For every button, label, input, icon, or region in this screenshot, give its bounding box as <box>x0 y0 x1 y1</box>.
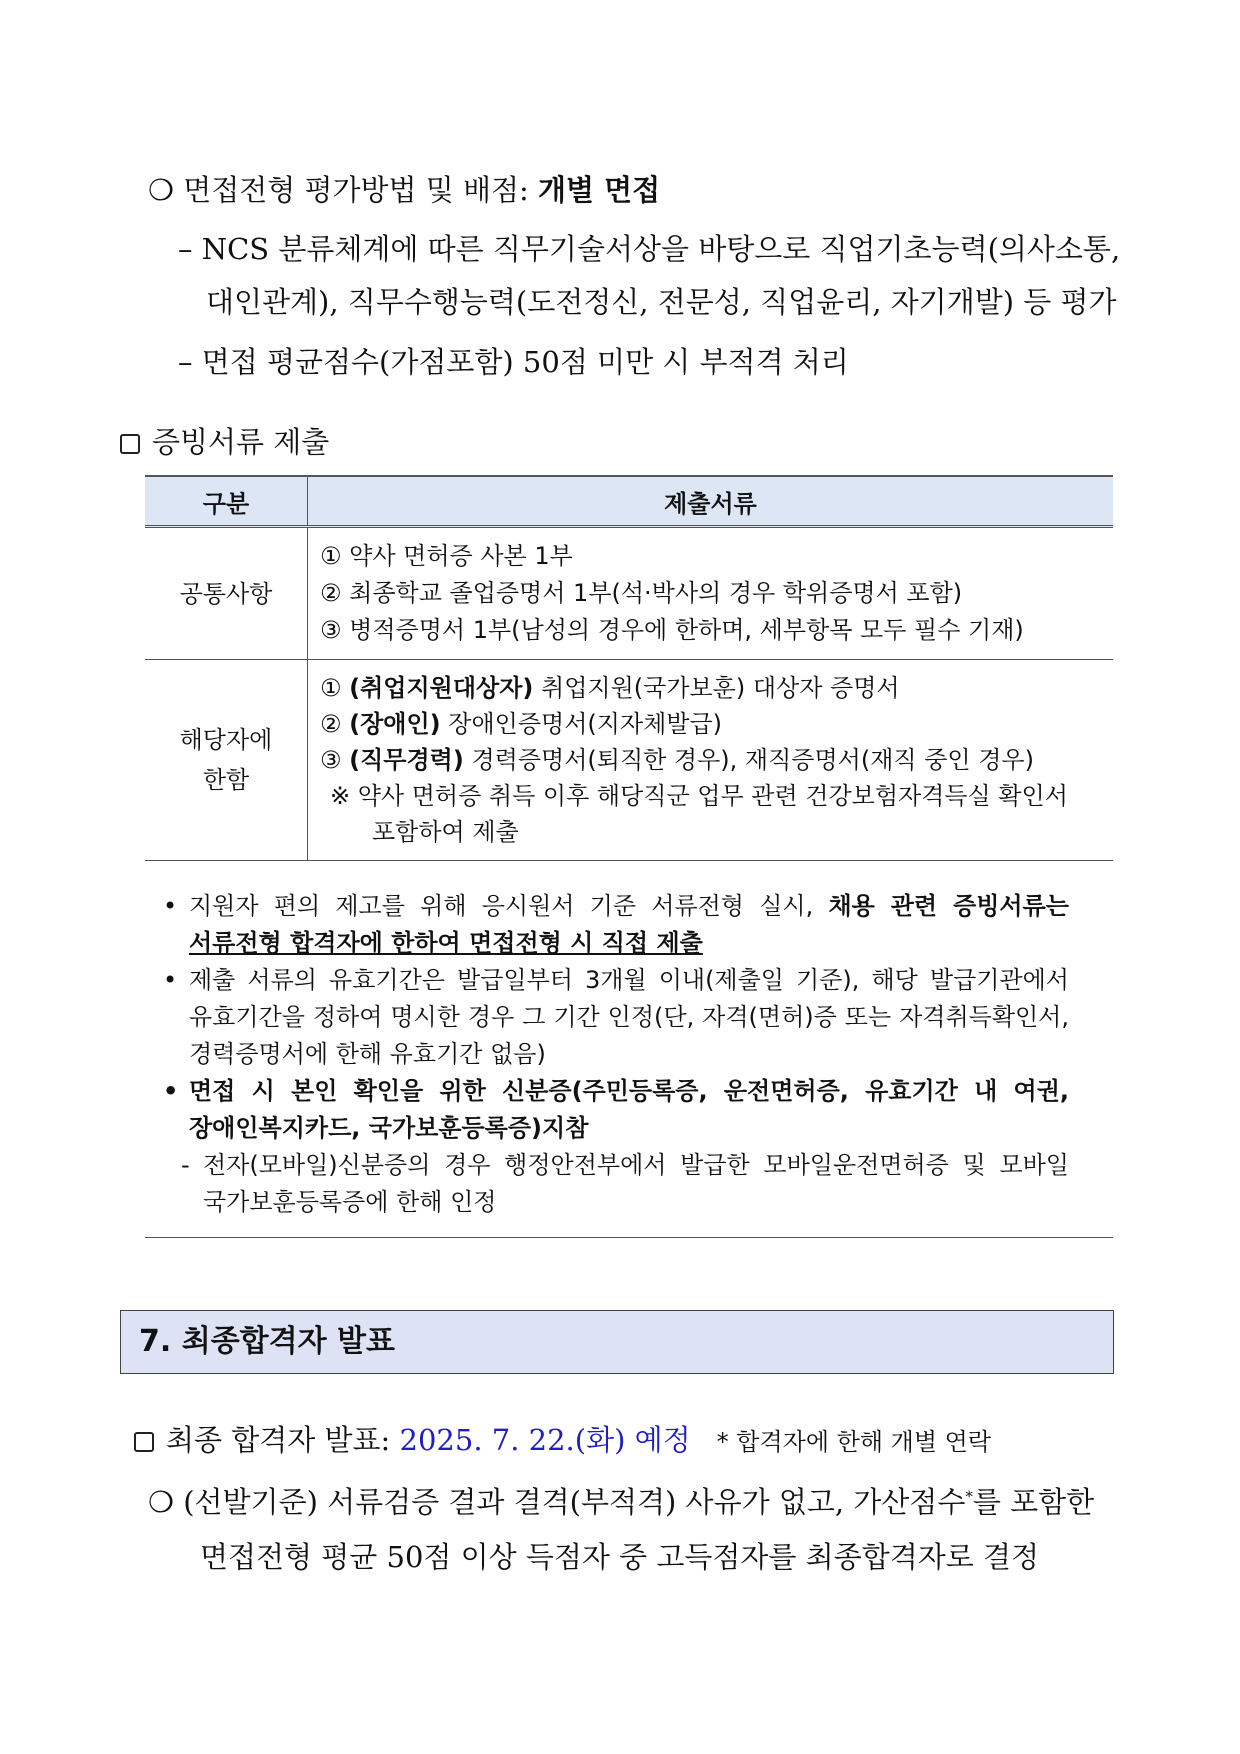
applicable-item: ① (취업지원대상자) 취업지원(국가보훈) 대상자 증명서 <box>320 674 900 702</box>
table-header-documents: 제출서류 <box>308 476 1114 527</box>
selection-criteria-line-2: 면접전형 평균 50점 이상 득점자 중 고득점자를 최종합격자로 결정 <box>200 1540 1040 1574</box>
table-header-category: 구분 <box>145 476 308 527</box>
announcement-note: * 합격자에 한해 개별 연락 <box>716 1428 992 1456</box>
interview-method: 개별 면접 <box>538 173 661 207</box>
table-note-continued: 포함하여 제출 <box>372 818 519 846</box>
row-content-applicable <box>308 660 1114 861</box>
announcement-date: 2025. 7. 22.(화) 예정 <box>399 1423 691 1457</box>
section-title-bar <box>120 1310 1114 1374</box>
document-notes <box>145 888 1113 1238</box>
list-sub-item: - 전자(모바일)신분증의 경우 행정안전부에서 발급한 모바일운전면허증 및 모바일 국가보훈등록증에 한해 인정 <box>145 1147 1069 1221</box>
table-row-common <box>145 527 1113 660</box>
documents-heading: 증빙서류 제출 <box>120 420 329 461</box>
list-item: • 지원자 편의 제고를 위해 응시원서 기준 서류전형 실시, 채용 관련 증빙서류는 서류전형 합격자에 한하여 면접전형 시 직접 제출 <box>145 888 1069 962</box>
checkbox-square-icon <box>134 1432 154 1452</box>
list-item: • 제출 서류의 유효기간은 발급일부터 3개월 이내(제출일 기준), 해당 발급기관에서 유효기간을 정하여 명시한 경우 그 기간 인정(단, 자격(면허)증 또는 자격취득확인서, 경력증명서에 한해 유효기간 없음) <box>145 962 1069 1073</box>
final-announcement: 최종 합격자 발표: 2025. 7. 22.(화) 예정 * 합격자에 한해 개별 연락 <box>134 1418 991 1459</box>
footnote-marker: * <box>965 1487 973 1506</box>
list-item: • 면접 시 본인 확인을 위한 신분증(주민등록증, 운전면허증, 유효기간 내 여권, 장애인복지카드, 국가보훈등록증)지참 <box>145 1073 1069 1147</box>
table-note: ※ 약사 면허증 취득 이후 해당직군 업무 관련 건강보험자격득실 확인서 <box>330 782 1068 810</box>
interview-item-1-line-2: 대인관계), 직무수행능력(도전정신, 전문성, 직업윤리, 자기개발) 등 평가 <box>206 285 1117 319</box>
applicable-item: ③ (직무경력) 경력증명서(퇴직한 경우), 재직증명서(재직 중인 경우) <box>320 746 1034 774</box>
common-item: ② 최종학교 졸업증명서 1부(석·박사의 경우 학위증명서 포함) <box>320 579 963 607</box>
section-title: 7. 최종합격자 발표 <box>139 1324 396 1359</box>
row-label-applicable: 해당자에 한함 <box>145 660 308 861</box>
common-item: ① 약사 면허증 사본 1부 <box>320 542 573 570</box>
selection-criteria-line-1: ❍ (선발기준) 서류검증 결과 결격(부적격) 사유가 없고, 가산점수*를 포함한 <box>148 1485 1095 1519</box>
interview-item-1-line-1: – NCS 분류체계에 따른 직무기술서상을 바탕으로 직업기초능력(의사소통, <box>178 232 1121 266</box>
table-row-applicable <box>145 660 1113 861</box>
bullet-icon: • <box>163 892 178 920</box>
documents-table <box>145 475 1113 861</box>
applicable-item: ② (장애인) 장애인증명서(지자체발급) <box>320 710 723 738</box>
common-item: ③ 병적증명서 1부(남성의 경우에 한하며, 세부항목 모두 필수 기재) <box>320 616 1024 644</box>
bullet-icon: • <box>163 966 178 994</box>
interview-item-2: – 면접 평균점수(가점포함) 50점 미만 시 부적격 처리 <box>178 345 849 379</box>
dash-icon: - <box>181 1151 190 1179</box>
checkbox-square-icon <box>120 434 140 454</box>
interview-heading: ❍ 면접전형 평가방법 및 배점: 개별 면접 <box>148 173 661 207</box>
row-label-common: 공통사항 <box>145 527 308 660</box>
row-content-common <box>308 527 1114 660</box>
table-header-row <box>145 476 1113 527</box>
bullet-icon: • <box>163 1077 179 1105</box>
